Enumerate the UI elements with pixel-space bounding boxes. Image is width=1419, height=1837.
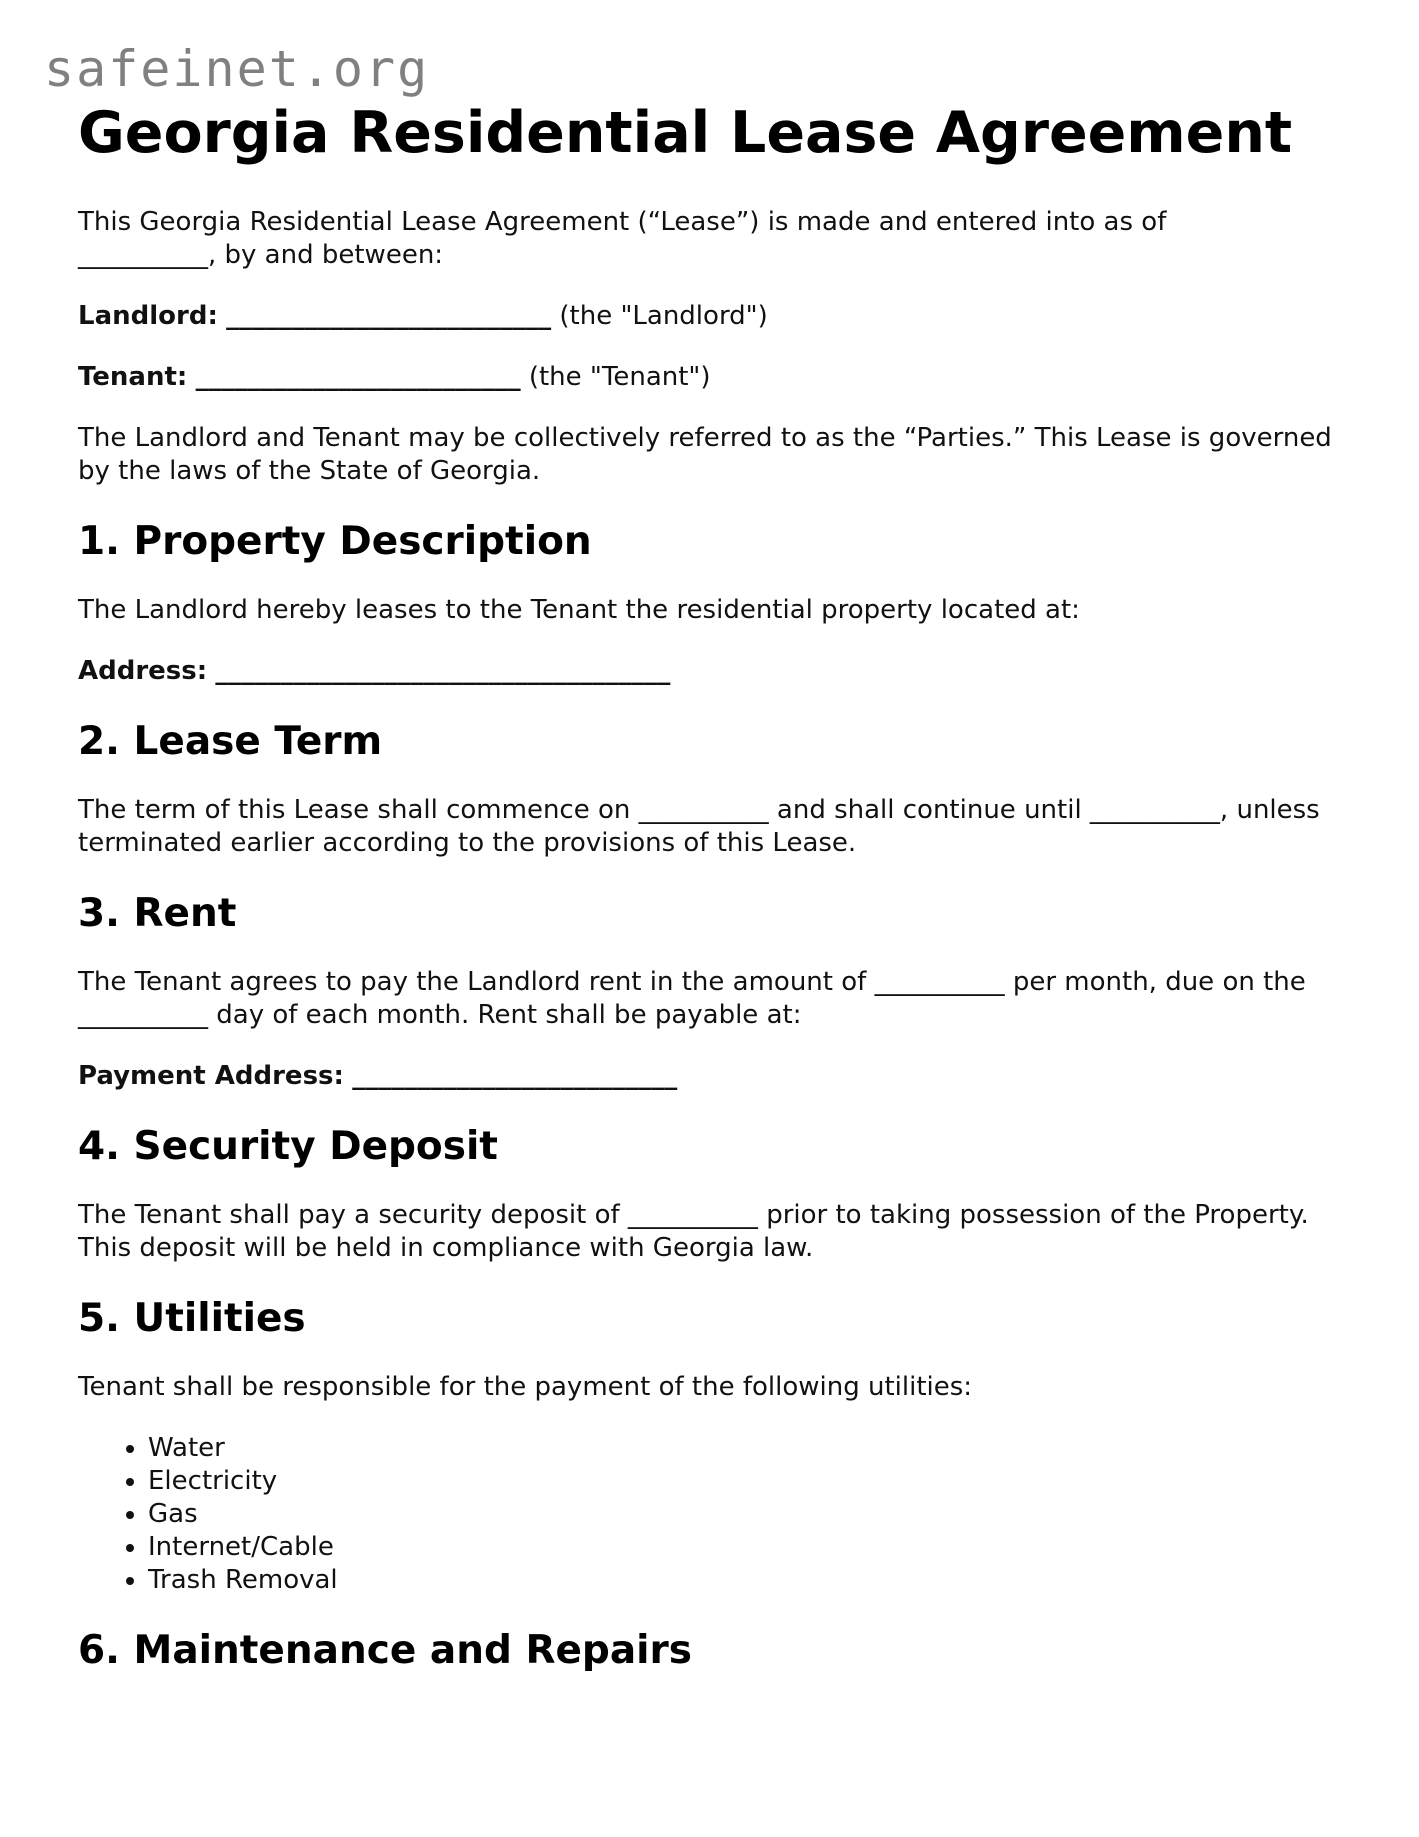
list-item: • Trash Removal (148, 1564, 1358, 1597)
utilities-paragraph: Tenant shall be responsible for the payment of the following utilities: (78, 1372, 973, 1402)
section-heading-term: 2. Lease Term (78, 719, 383, 764)
rent-paragraph: The Tenant agrees to pay the Landlord rent in the amount of __________ per month, due on the __________ day of each month. Rent shall be payable at: (78, 967, 1306, 1030)
tenant-suffix: (the "Tenant") (528, 362, 711, 392)
section-heading-maintenance: 6. Maintenance and Repairs (78, 1628, 692, 1673)
address-field (78, 655, 1358, 688)
tenant-field (78, 361, 1358, 394)
intro-paragraph (78, 206, 1358, 272)
section-heading-utilities: 5. Utilities (78, 1296, 306, 1341)
payment-address-blank[interactable]: _________________________ (352, 1061, 678, 1091)
section-heading-property: 1. Property Description (78, 519, 592, 564)
property-paragraph: The Landlord hereby leases to the Tenant the residential property located at: (78, 595, 1080, 625)
payment-address-label: Payment Address: (78, 1061, 344, 1091)
section-heading-rent: 3. Rent (78, 891, 237, 936)
address-label: Address: (78, 656, 208, 686)
watermark: safeinet.org (44, 40, 430, 98)
intro-line-2: __________, by and between: (78, 240, 444, 270)
document-page (78, 98, 1358, 1703)
section-heading-deposit: 4. Security Deposit (78, 1124, 498, 1169)
deposit-paragraph: The Tenant shall pay a security deposit of __________ prior to taking possession of the Property. This deposit will be held in compliance with Georgia law. (78, 1200, 1309, 1263)
payment-address-field (78, 1060, 1358, 1093)
term-paragraph: The term of this Lease shall commence on __________ and shall continue until __________, unless terminated earlier according to the provisions of this Lease. (78, 795, 1320, 858)
landlord-suffix: (the "Landlord") (559, 301, 768, 331)
landlord-field (78, 300, 1358, 333)
parties-paragraph: The Landlord and Tenant may be collectively referred to as the “Parties.” This Lease is governed by the laws of the State of Georgia. (78, 423, 1332, 486)
landlord-blank[interactable]: _________________________ (226, 301, 552, 331)
list-item: • Internet/Cable (148, 1531, 1358, 1564)
list-item: • Gas (148, 1498, 1358, 1531)
landlord-label: Landlord: (78, 301, 218, 331)
intro-line-1: This Georgia Residential Lease Agreement (“Lease”) is made and entered into as of (78, 207, 1167, 237)
utilities-list (78, 1432, 1358, 1597)
list-item: • Water (148, 1432, 1358, 1465)
document-title: Georgia Residential Lease Agreement (78, 100, 1293, 166)
address-blank[interactable]: ___________________________________ (215, 656, 671, 686)
tenant-blank[interactable]: _________________________ (195, 362, 521, 392)
list-item: • Electricity (148, 1465, 1358, 1498)
tenant-label: Tenant: (78, 362, 188, 392)
